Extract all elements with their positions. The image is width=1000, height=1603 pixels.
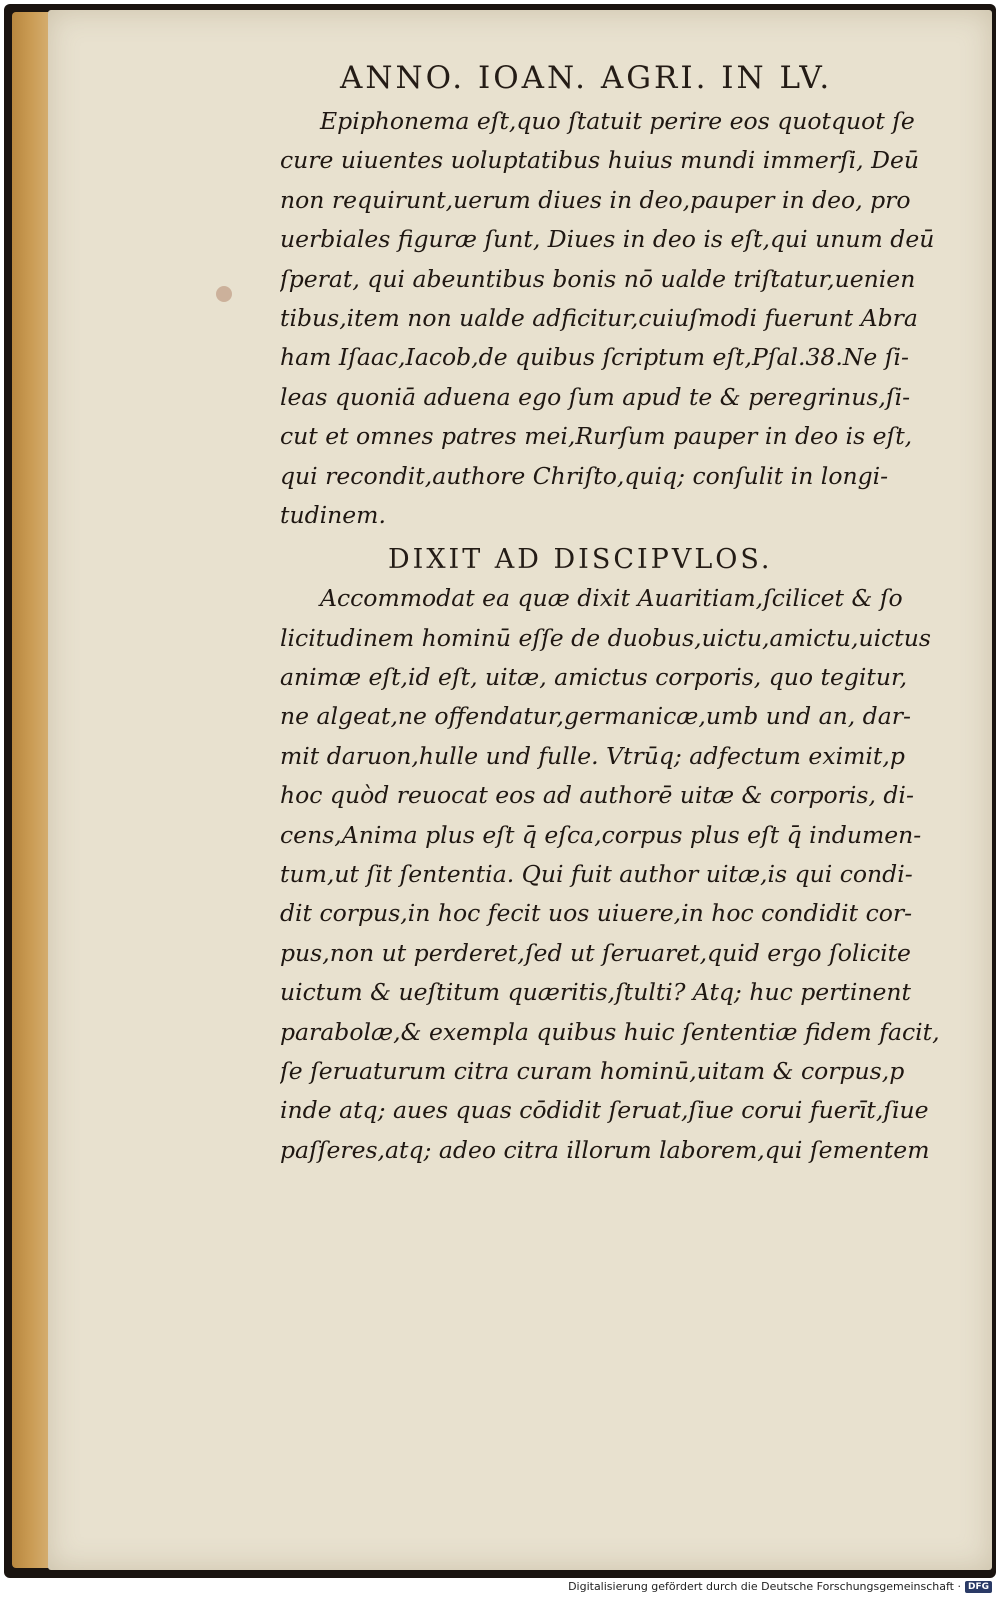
text-line: licitudinem hominū eſſe de duobus,uictu,amictu,uictus	[280, 623, 931, 652]
paragraph-dixit	[280, 579, 940, 1170]
text-line: ſe ſeruaturum citra curam hominū,uitam & corpus,p	[280, 1056, 905, 1085]
text-line: animæ eſt,id eſt, uitæ, amictus corporis, quo tegitur,	[280, 663, 908, 692]
running-head: ANNO. IOAN. AGRI. IN LV.	[340, 60, 833, 96]
text-line: parabolæ,& exempla quibus huic ſententiæ fidem facit,	[280, 1017, 940, 1046]
text-line: cens,Anima plus eſt q̄ eſca,corpus plus eſt q̄ indumen-	[280, 820, 922, 849]
text-line: uictum & ueſtitum quæritis,ſtulti? Atq; huc pertinent	[280, 978, 911, 1007]
main-text	[280, 102, 940, 1170]
digitization-credit	[568, 1580, 992, 1593]
dfg-logo-icon: DFG	[965, 1581, 992, 1593]
paragraph-epiphonema	[280, 102, 940, 535]
text-line: pus,non ut perderet,ſed ut ſeruaret,quid ergo ſolicite	[280, 938, 911, 967]
text-line: tum,ut ſit ſententia. Qui fuit author uitæ,is qui condi-	[280, 860, 913, 889]
text-line: tibus,item non ualde adficitur,cuiuſmodi fuerunt Abra	[280, 303, 918, 332]
paper-stain	[216, 286, 232, 302]
text-line: Accommodat ea quæ dixit Auaritiam,ſcilicet & ſo	[320, 584, 903, 613]
text-line: ne algeat,ne offendatur,germanicæ,umb und an, dar-	[280, 702, 911, 731]
text-line: dit corpus,in hoc fecit uos uiuere,in hoc condidit cor-	[280, 899, 913, 928]
text-line: Epiphonema eſt,quo ſtatuit perire eos quotquot ſe	[320, 107, 915, 135]
text-line: cure uiuentes uoluptatibus huius mundi immerſi, Deū	[280, 146, 920, 175]
text-line: inde atq; aues quas cōdidit ſeruat,ſiue corui fuerīt,ſiue	[280, 1096, 929, 1125]
text-line: ham Iſaac,Iacob,de quibus ſcriptum eſt,Pſal.38.Ne ſi-	[280, 343, 909, 372]
text-line: qui recondit,authore Chriſto,quiq; conſulit in longi-	[280, 461, 889, 490]
text-line: tudinem.	[280, 500, 386, 529]
text-line: leas quoniā aduena ego ſum apud te & peregrinus,ſi-	[280, 382, 911, 411]
text-line: paſſeres,atq; adeo citra illorum laborem,qui ſementem	[280, 1135, 930, 1164]
text-line: cut et omnes patres mei,Rurſum pauper in deo is eſt,	[280, 422, 913, 451]
text-line: non requirunt,uerum diues in deo,pauper in deo, pro	[280, 185, 911, 214]
text-line: ſperat, qui abeuntibus bonis nō ualde triſtatur,uenien	[280, 264, 916, 293]
text-line: uerbiales figuræ ſunt, Diues in deo is eſt,qui unum deū	[280, 225, 935, 254]
section-heading: DIXIT AD DISCIPVLOS.	[388, 544, 773, 576]
text-line: mit daruon,hulle und fulle. Vtrūq; adfectum eximit,p	[280, 741, 905, 770]
credit-text: Digitalisierung gefördert durch die Deutsche Forschungsgemeinschaft ·	[568, 1580, 961, 1593]
text-line: hoc quòd reuocat eos ad authorē uitæ & corporis, di-	[280, 781, 914, 810]
